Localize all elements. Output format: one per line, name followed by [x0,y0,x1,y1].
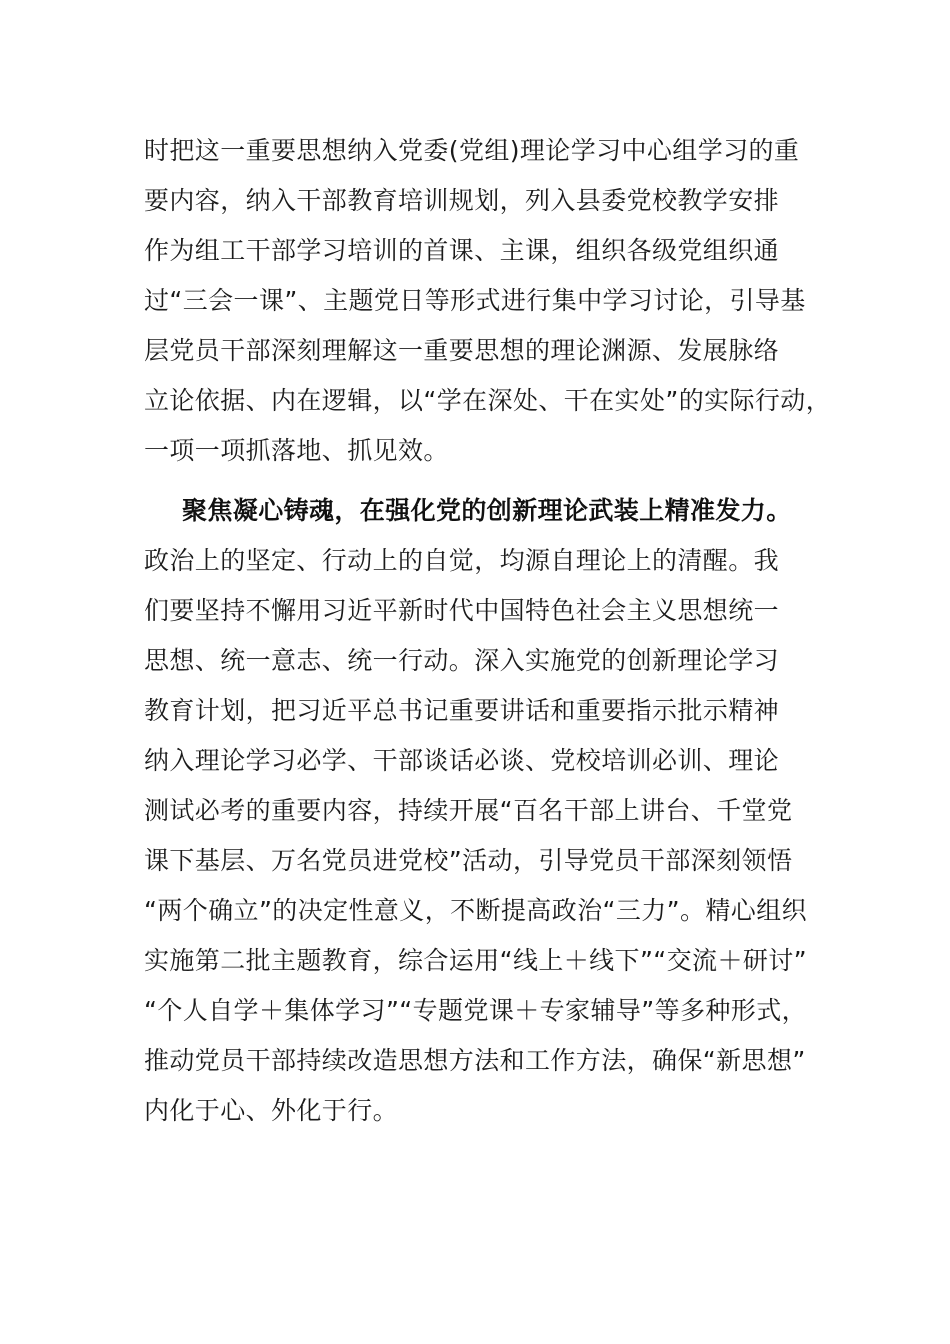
paragraph-line: 课下基层、万名党员进党校”活动，引导党员干部深刻领悟 [144,846,793,875]
paragraph-line: 作为组工干部学习培训的首课、主课，组织各级党组织通 [144,236,780,265]
paragraph-line: “个人自学＋集体学习”“专题党课＋专家辅导”等多种形式， [144,996,808,1025]
paragraph-line: 立论依据、内在逻辑，以“学在深处、干在实处”的实际行动， [144,386,832,415]
paragraph-line: 推动党员干部持续改造思想方法和工作方法，确保“新思想” [144,1046,806,1075]
paragraph-line: 测试必考的重要内容，持续开展“百名干部上讲台、千堂党 [144,796,793,825]
paragraph-line: 政治上的坚定、行动上的自觉，均源自理论上的清醒。我 [144,546,780,575]
paragraph-line: 思想、统一意志、统一行动。深入实施党的创新理论学习 [144,646,780,675]
paragraph-line: 一项一项抓落地、抓见效。 [144,436,449,465]
paragraph-line: 纳入理论学习必学、干部谈话必谈、党校培训必训、理论 [144,746,780,775]
paragraph-line: “两个确立”的决定性意义，不断提高政治“三力”。精心组织 [144,896,808,925]
paragraph-line: 时把这一重要思想纳入党委(党组)理论学习中心组学习的重 [144,136,800,165]
paragraph-line: 要内容，纳入干部教育培训规划，列入县委党校教学安排 [144,186,780,215]
paragraph-line: 过“三会一课”、主题党日等形式进行集中学习讨论，引导基 [144,286,806,315]
section-heading: 聚焦凝心铸魂，在强化党的创新理论武装上精准发力。 [182,496,792,525]
paragraph-line: 教育计划，把习近平总书记重要讲话和重要指示批示精神 [144,696,780,725]
paragraph-line: 实施第二批主题教育，综合运用“线上＋线下”“交流＋研讨” [144,946,808,975]
paragraph-line: 层党员干部深刻理解这一重要思想的理论渊源、发展脉络 [144,336,780,365]
paragraph-line: 们要坚持不懈用习近平新时代中国特色社会主义思想统一 [144,596,780,625]
paragraph-line: 内化于心、外化于行。 [144,1096,399,1125]
